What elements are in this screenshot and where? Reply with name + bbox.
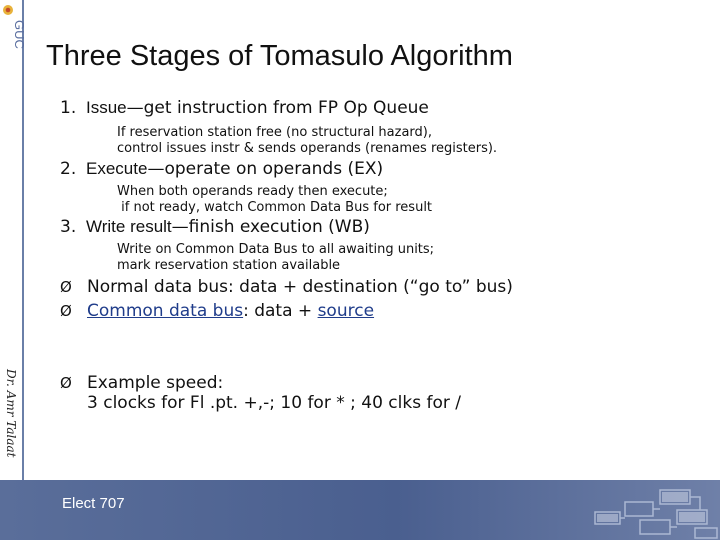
guc-logo-icon (2, 2, 27, 56)
bullet-text: Example speed: (87, 373, 224, 393)
sidebar-author-text: Dr. Amr Talaat (4, 369, 18, 458)
detail-line: When both operands ready then execute; (117, 184, 388, 199)
detail-line: control issues instr & sends operands (renames registers). (117, 141, 498, 156)
bullet-common-bus (60, 301, 374, 321)
stage-issue-detail (117, 125, 497, 157)
bullet-text-continued: 3 clocks for Fl .pt. +,-; 10 for * ; 40 clks for / (87, 393, 461, 413)
stage-description: —finish execution (WB) (171, 217, 370, 237)
stage-write-result-detail (117, 242, 434, 274)
source-link[interactable]: source (317, 301, 375, 321)
arrow-bullet-icon: Ø (60, 278, 72, 296)
arrow-bullet-icon: Ø (60, 374, 72, 392)
svg-text:GUC: GUC (12, 20, 27, 49)
sidebar (0, 0, 22, 540)
detail-line: Write on Common Data Bus to all awaiting units; (117, 242, 435, 257)
stage-heading: Write result (86, 217, 172, 236)
detail-line: if not ready, watch Common Data Bus for result (117, 200, 433, 215)
bullet-text: Normal data bus: data + destination (“go to” bus) (87, 277, 513, 297)
detail-line: If reservation station free (no structural hazard), (117, 125, 433, 140)
sidebar-divider (22, 0, 24, 480)
common-data-bus-link[interactable]: Common data bus (87, 301, 244, 321)
stage-description: —operate on operands (EX) (147, 159, 384, 179)
bullet-text: : data + (243, 301, 318, 321)
stage-heading: Issue (86, 98, 127, 117)
bullet-normal-bus (60, 277, 513, 297)
stage-number: 3. (60, 217, 77, 237)
stage-number: 1. (60, 98, 77, 118)
stage-write-result (60, 217, 370, 237)
chip-graphic-icon (585, 482, 720, 540)
detail-line: mark reservation station available (117, 258, 341, 273)
bullet-example-speed (60, 373, 461, 413)
stage-execute (60, 159, 383, 179)
course-label: Elect 707 (62, 495, 125, 512)
stage-issue (60, 98, 429, 118)
stage-execute-detail (117, 184, 432, 216)
stage-heading: Execute (86, 159, 148, 178)
stage-description: —get instruction from FP Op Queue (126, 98, 429, 118)
stage-number: 2. (60, 159, 77, 179)
slide-title: Three Stages of Tomasulo Algorithm (46, 40, 513, 72)
arrow-bullet-icon: Ø (60, 302, 72, 320)
